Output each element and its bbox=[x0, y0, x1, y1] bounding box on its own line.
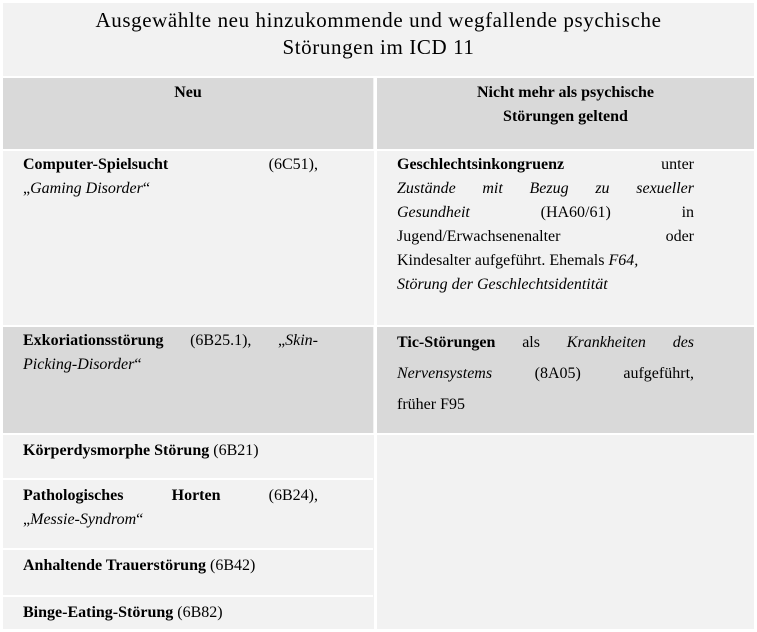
grid-line-h bbox=[3, 433, 754, 435]
gender-former-code: F64, bbox=[608, 252, 639, 269]
word-als: als bbox=[522, 334, 540, 351]
quote-open: „ bbox=[23, 511, 31, 528]
gender-former-name: Störung der Geschlechtsidentität bbox=[397, 276, 608, 293]
tic-category-1: Krankheiten des bbox=[566, 334, 695, 351]
gaming-line-1 bbox=[23, 153, 318, 177]
excoriation-alias-b: Picking-Disorder bbox=[23, 356, 135, 373]
excoriation-term: Exkoriationsstörung bbox=[23, 332, 164, 349]
word-aufgefuehrt: aufgeführt, bbox=[623, 365, 695, 382]
grid-line-h bbox=[3, 76, 754, 78]
gaming-alias: Gaming Disorder bbox=[30, 180, 143, 197]
body-dysmorphic-term: Körperdysmorphe Störung bbox=[23, 442, 210, 459]
quote-open: „ bbox=[23, 180, 31, 197]
grid-line-h bbox=[3, 149, 754, 151]
tic-former-code: früher F95 bbox=[397, 396, 465, 413]
gaming-line-2 bbox=[23, 177, 318, 201]
quote-close: “ bbox=[136, 511, 144, 528]
binge-eating-code: (6B82) bbox=[173, 604, 223, 621]
cell-grief bbox=[3, 550, 373, 595]
gaming-term: Computer-Spielsucht bbox=[23, 156, 169, 173]
quote-open: „ bbox=[278, 332, 286, 349]
excoriation-code: (6B25.1), bbox=[163, 332, 279, 349]
gender-line-6 bbox=[397, 273, 694, 297]
gender-term: Geschlechtsinkongruenz bbox=[397, 156, 565, 173]
grid-line-v bbox=[374, 76, 377, 629]
cell-binge-eating bbox=[3, 597, 373, 629]
hoarding-alias: Messie-Syndrom bbox=[30, 511, 137, 528]
tic-term: Tic-Störungen bbox=[397, 334, 496, 351]
grid-line-h bbox=[3, 595, 373, 597]
grief-code: (6B42) bbox=[205, 557, 256, 574]
gender-line-2 bbox=[397, 177, 694, 201]
hoarding-code: (6B24), bbox=[268, 487, 318, 504]
table-title bbox=[3, 7, 754, 75]
quote-close: “ bbox=[134, 356, 142, 373]
hoarding-line-2 bbox=[23, 508, 318, 532]
word-unter: unter bbox=[661, 156, 694, 173]
header-removed-line-1: Nicht mehr als psychische bbox=[476, 84, 655, 101]
title-line-1: Ausgewählte neu hinzukommende und wegfallende psychische bbox=[95, 8, 662, 32]
tic-category-2: Nervensystems bbox=[397, 365, 493, 382]
cell-gender-incongruence bbox=[377, 151, 754, 325]
tic-line-3 bbox=[397, 389, 694, 420]
grid-line-h bbox=[3, 548, 373, 550]
hoarding-line-1 bbox=[23, 484, 318, 508]
tic-code: (8A05) bbox=[534, 365, 581, 382]
hoarding-term-1: Pathologisches bbox=[23, 487, 124, 504]
gender-age-2: Kindesalter aufgeführt. Ehemals bbox=[397, 252, 609, 269]
quote-close: “ bbox=[142, 180, 150, 197]
gender-line-4 bbox=[397, 225, 694, 249]
title-line-2: Störungen im ICD 11 bbox=[282, 35, 475, 59]
hoarding-term-2: Horten bbox=[171, 487, 221, 504]
binge-eating-term: Binge-Eating-Störung bbox=[23, 604, 174, 621]
cell-excoriation bbox=[3, 327, 373, 433]
gender-category-1: Zustände mit Bezug zu sexueller bbox=[397, 180, 694, 197]
grid-line-h bbox=[3, 325, 754, 327]
cell-tic-disorders bbox=[377, 327, 754, 433]
excoriation-line-2 bbox=[23, 353, 318, 377]
word-oder: oder bbox=[665, 228, 694, 245]
table-frame bbox=[3, 3, 754, 629]
cell-body-dysmorphic bbox=[3, 435, 373, 478]
gender-age-1: Jugend/Erwachsenenalter bbox=[397, 228, 561, 245]
cell-hoarding bbox=[3, 480, 373, 548]
gender-category-2: Gesundheit bbox=[397, 204, 470, 221]
word-in: in bbox=[681, 204, 695, 221]
gender-line-5 bbox=[397, 249, 694, 273]
cell-gaming-disorder bbox=[3, 151, 373, 325]
header-new bbox=[3, 78, 373, 149]
gender-line-1 bbox=[397, 153, 694, 177]
header-removed bbox=[377, 78, 754, 149]
body-dysmorphic-code: (6B21) bbox=[209, 442, 259, 459]
excoriation-line-1 bbox=[23, 329, 318, 353]
header-removed-line-2: Störungen geltend bbox=[503, 108, 628, 125]
grid-line-h bbox=[3, 478, 373, 480]
grief-term: Anhaltende Trauerstörung bbox=[23, 557, 206, 574]
excoriation-alias-a: Skin- bbox=[285, 332, 318, 349]
cell-empty-right bbox=[377, 435, 754, 629]
gender-line-3 bbox=[397, 201, 694, 225]
tic-line-2 bbox=[397, 358, 694, 389]
header-new-label: Neu bbox=[174, 84, 202, 101]
gaming-code: (6C51), bbox=[268, 156, 318, 173]
tic-line-1 bbox=[397, 327, 694, 358]
gender-code: (HA60/61) bbox=[540, 204, 611, 221]
